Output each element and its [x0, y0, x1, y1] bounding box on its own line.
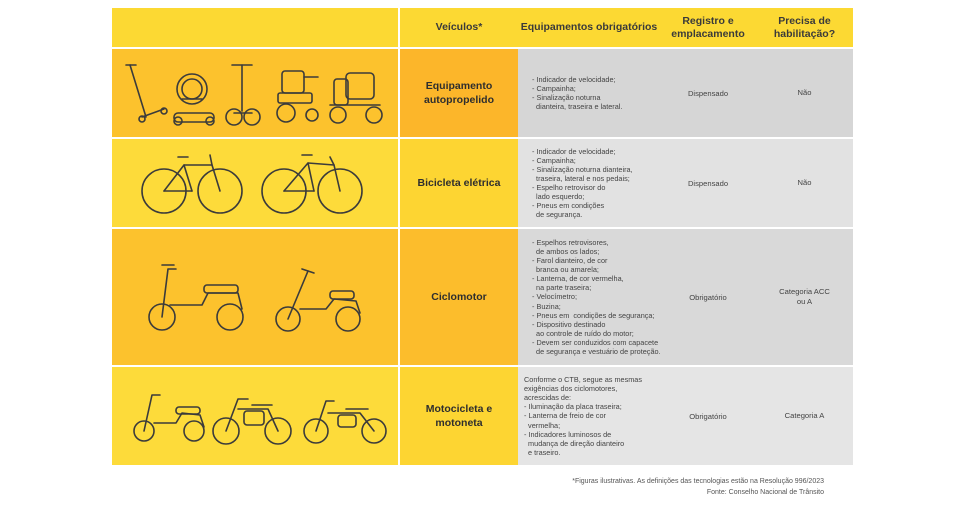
license-value: Categoria A: [784, 411, 825, 421]
row-info: [518, 49, 853, 137]
power-wheelchair-icon: [277, 71, 318, 122]
vehicle-illustrations: [112, 49, 398, 137]
header-registration: Registro e emplacamento: [660, 8, 756, 47]
vehicle-name: Motocicleta e motoneta: [400, 367, 518, 465]
registration-value: Dispensado: [687, 178, 729, 188]
electric-bicycle-icon: [142, 155, 242, 213]
vehicle-name: Equipamento autopropelido: [400, 49, 518, 137]
footnote: *Figuras ilustrativas. As definições das tecnologias estão na Resolução 996/2023: [572, 478, 824, 485]
license-value: Não: [797, 178, 812, 188]
table-row: [112, 367, 853, 465]
scooter-icon: [134, 395, 204, 441]
moped-icon: [149, 265, 243, 330]
header-license: Precisa de habilitação?: [756, 8, 853, 47]
header-equipment: Equipamentos obrigatórios: [518, 8, 660, 47]
registration-value: Obrigatório: [689, 292, 727, 302]
vehicle-illustrations: [112, 139, 398, 227]
monowheel-icon: [177, 74, 207, 104]
equipment-list: - Espelhos retrovisores, de ambos os lados; - Farol dianteiro, de cor branca ou amarela; - Lanterna, de cor vermelha, na parte traseira; - Velocímetro; - Buzina; - Pneus em condições de segurança; - Dispositivo destinado ao controle de ruído do motor; - Devem ser conduzidos com capacete de segurança e vestuário de proteção.: [532, 237, 661, 357]
electric-moped-icon: [276, 269, 360, 331]
vehicle-illustrations: [112, 229, 398, 365]
vehicle-illustrations: [112, 367, 398, 465]
license-value: Não: [797, 88, 812, 98]
kick-scooter-icon: [126, 65, 167, 122]
header-vehicles: Veículos*: [400, 8, 518, 47]
vehicle-name: Bicicleta elétrica: [400, 139, 518, 227]
license-value: Categoria ACC ou A: [779, 287, 830, 306]
registration-value: Dispensado: [687, 88, 729, 98]
vehicle-name: Ciclomotor: [400, 229, 518, 365]
hoverboard-icon: [174, 113, 214, 125]
electric-bicycle-icon: [262, 155, 362, 213]
segway-icon: [226, 65, 260, 125]
row-info: [518, 229, 853, 365]
table-row: [112, 49, 853, 137]
row-info: [518, 367, 853, 465]
source-note: Fonte: Conselho Nacional de Trânsito: [706, 489, 824, 496]
header-blank-cell: [112, 8, 398, 47]
mobility-scooter-icon: [330, 73, 382, 123]
equipment-list: - Indicador de velocidade; - Campainha; - Sinalização noturna dianteira, traseira, lateral e nos pedais; - Espelho retrovisor do lado esquerdo; - Pneus em condições de segurança.: [532, 146, 633, 220]
equipment-list: - Indicador de velocidade; - Campainha; - Sinalização noturna dianteira, traseira e lateral.: [532, 74, 623, 112]
equipment-list: Conforme o CTB, segue as mesmas exigências dos ciclomotores, acrescidas de: - Iluminação da placa traseira; - Lanterna de freio de cor vermelha; - Indicadores luminosos de mudança de direção dianteiro e traseiro.: [524, 375, 643, 457]
motorcycle-icon: [213, 399, 291, 444]
table-row: [112, 229, 853, 365]
row-info: [518, 139, 853, 227]
cruiser-motorcycle-icon: [304, 401, 386, 443]
registration-value: Obrigatório: [689, 411, 727, 421]
table-row: [112, 139, 853, 227]
